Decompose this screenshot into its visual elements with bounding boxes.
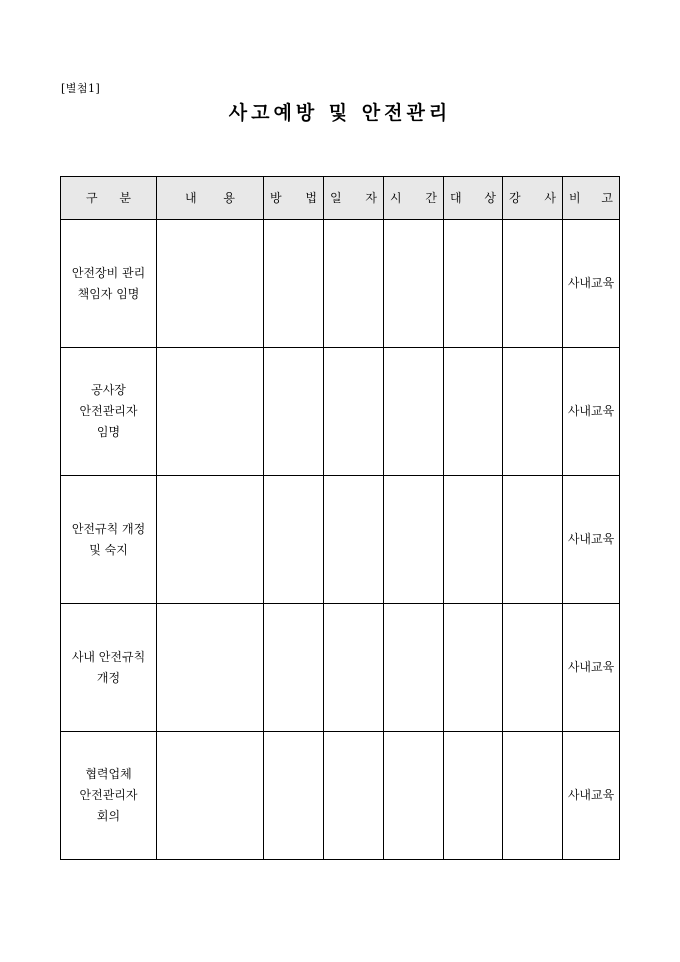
header-category: 구 분 xyxy=(61,177,157,220)
time-cell[interactable] xyxy=(384,476,444,604)
remark-cell: 사내교육 xyxy=(563,220,620,348)
category-cell: 안전규칙 개정 및 숙지 xyxy=(61,476,157,604)
instructor-cell[interactable] xyxy=(503,604,563,732)
method-cell[interactable] xyxy=(264,220,324,348)
header-target: 대 상 xyxy=(444,177,503,220)
method-cell[interactable] xyxy=(264,476,324,604)
table-row xyxy=(61,476,620,604)
target-cell[interactable] xyxy=(444,476,503,604)
content-cell[interactable] xyxy=(157,732,264,860)
date-cell[interactable] xyxy=(324,348,384,476)
table-row xyxy=(61,732,620,860)
date-cell[interactable] xyxy=(324,476,384,604)
instructor-cell[interactable] xyxy=(503,348,563,476)
target-cell[interactable] xyxy=(444,732,503,860)
time-cell[interactable] xyxy=(384,732,444,860)
remark-cell: 사내교육 xyxy=(563,604,620,732)
time-cell[interactable] xyxy=(384,220,444,348)
instructor-cell[interactable] xyxy=(503,220,563,348)
header-content: 내 용 xyxy=(157,177,264,220)
time-cell[interactable] xyxy=(384,604,444,732)
header-remark: 비 고 xyxy=(563,177,620,220)
remark-cell: 사내교육 xyxy=(563,476,620,604)
time-cell[interactable] xyxy=(384,348,444,476)
date-cell[interactable] xyxy=(324,604,384,732)
instructor-cell[interactable] xyxy=(503,732,563,860)
target-cell[interactable] xyxy=(444,604,503,732)
table-row xyxy=(61,220,620,348)
target-cell[interactable] xyxy=(444,220,503,348)
document-title: 사고예방 및 안전관리 xyxy=(228,102,452,124)
target-cell[interactable] xyxy=(444,348,503,476)
date-cell[interactable] xyxy=(324,732,384,860)
category-cell: 협력업체 안전관리자 회의 xyxy=(61,732,157,860)
remark-cell: 사내교육 xyxy=(563,732,620,860)
content-cell[interactable] xyxy=(157,348,264,476)
method-cell[interactable] xyxy=(264,732,324,860)
header-time: 시 간 xyxy=(384,177,444,220)
category-cell: 공사장 안전관리자 임명 xyxy=(61,348,157,476)
method-cell[interactable] xyxy=(264,604,324,732)
content-cell[interactable] xyxy=(157,220,264,348)
instructor-cell[interactable] xyxy=(503,476,563,604)
table-row xyxy=(61,604,620,732)
safety-management-table xyxy=(60,176,620,860)
content-cell[interactable] xyxy=(157,604,264,732)
header-instructor: 강 사 xyxy=(503,177,563,220)
content-cell[interactable] xyxy=(157,476,264,604)
category-cell: 사내 안전규칙 개정 xyxy=(61,604,157,732)
table-row xyxy=(61,348,620,476)
header-row xyxy=(61,177,620,220)
header-date: 일 자 xyxy=(324,177,384,220)
date-cell[interactable] xyxy=(324,220,384,348)
header-method: 방 법 xyxy=(264,177,324,220)
category-cell: 안전장비 관리 책임자 임명 xyxy=(61,220,157,348)
method-cell[interactable] xyxy=(264,348,324,476)
remark-cell: 사내교육 xyxy=(563,348,620,476)
attachment-label: [별첨1] xyxy=(61,82,101,95)
